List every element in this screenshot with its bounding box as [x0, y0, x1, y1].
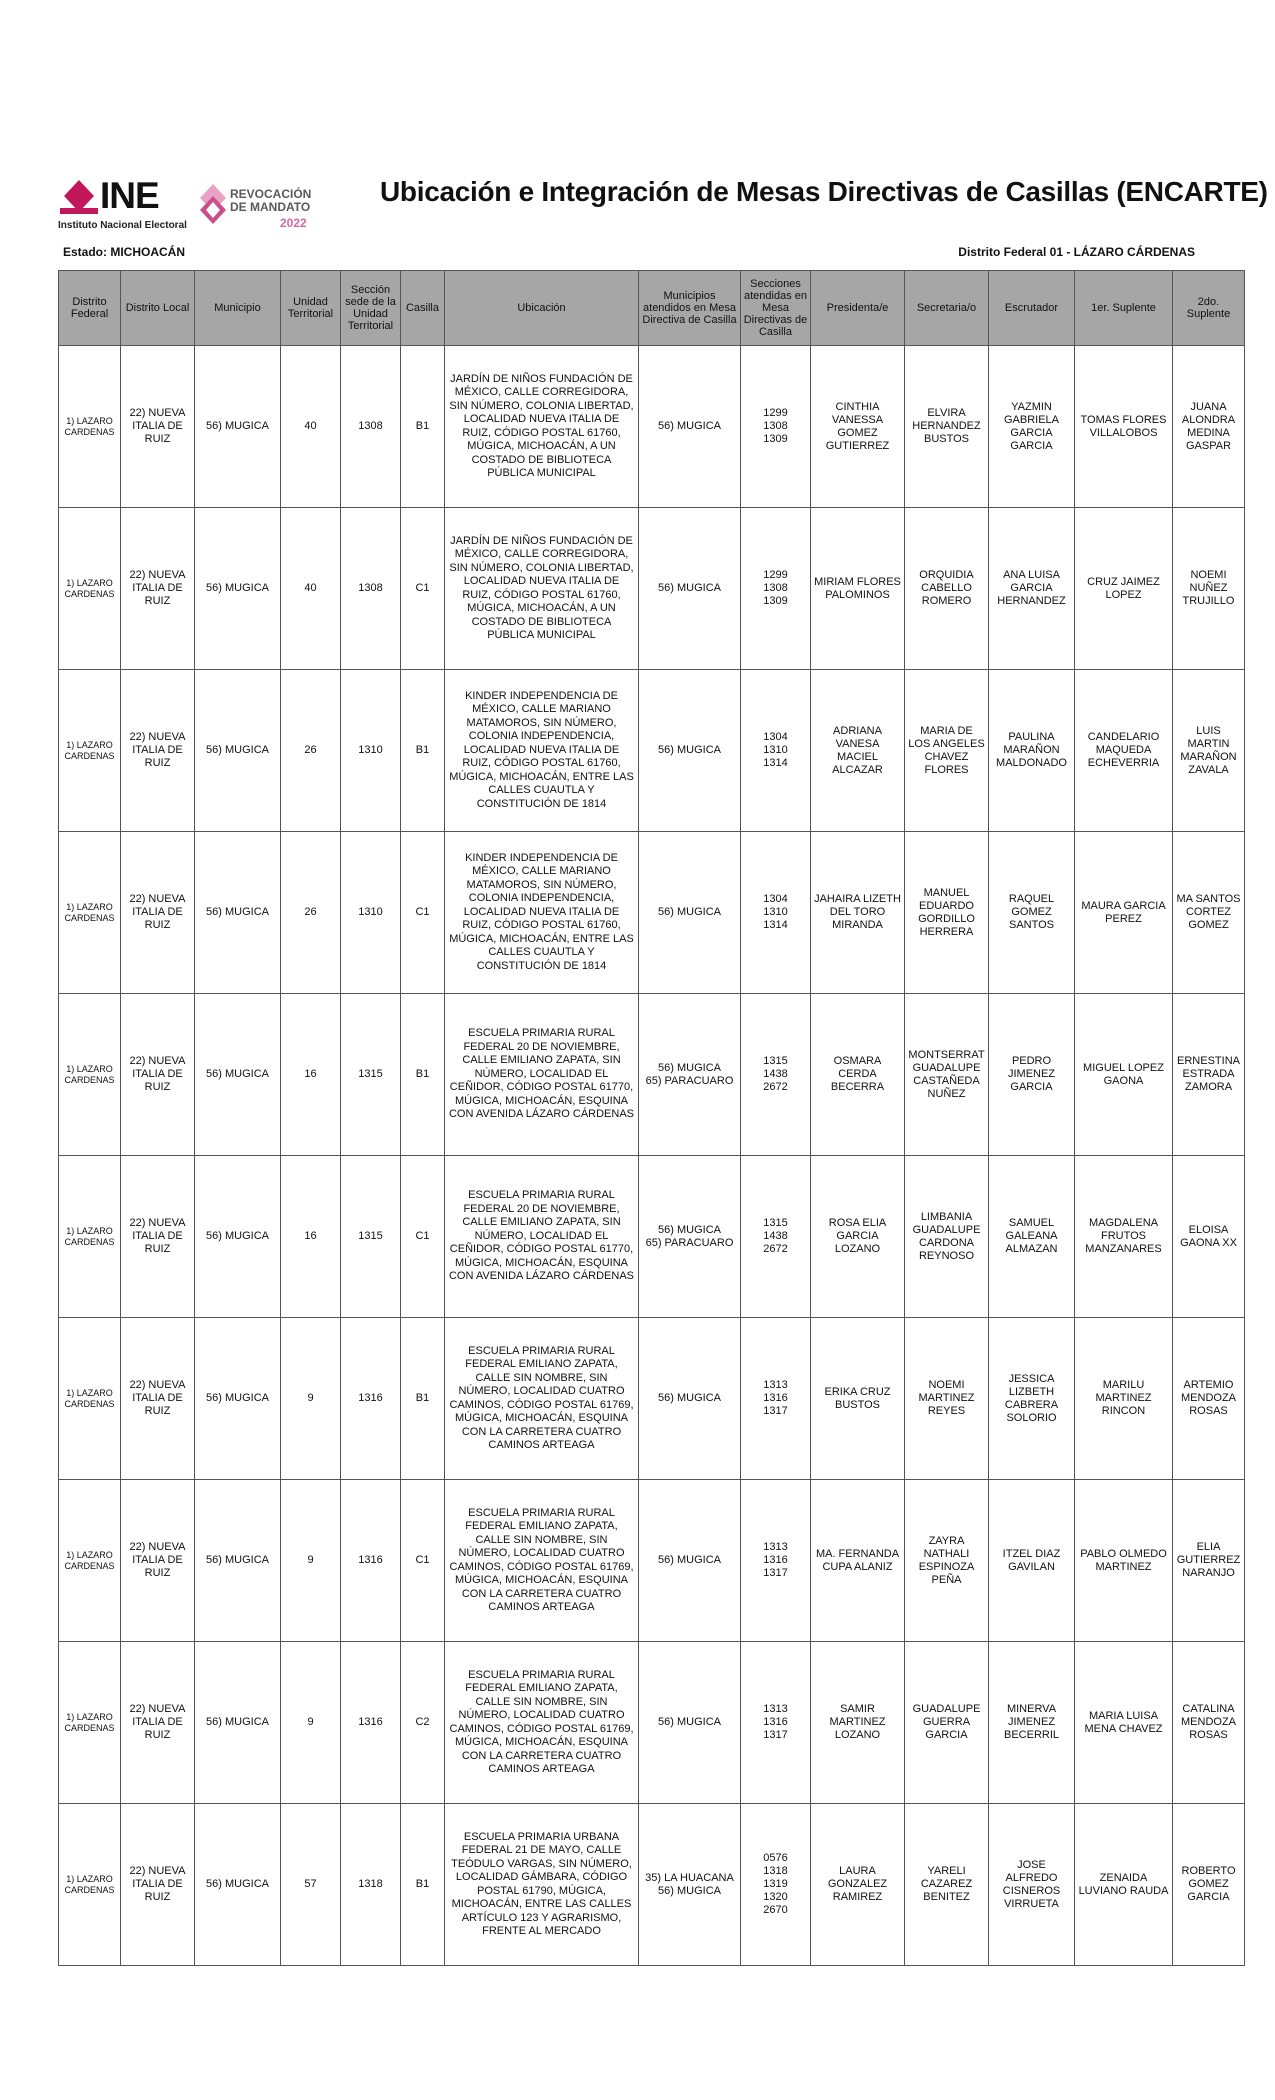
cell-sup1: MAURA GARCIA PEREZ: [1075, 832, 1173, 994]
revocacion-line1: REVOCACIÓN: [230, 187, 312, 201]
revocacion-year: 2022: [280, 216, 307, 230]
cell-cas: C1: [401, 1156, 445, 1318]
cell-sec: 1316: [341, 1642, 401, 1804]
cell-dl: 22) NUEVA ITALIA DE RUIZ: [121, 1480, 195, 1642]
ine-logo: [58, 176, 323, 232]
cell-escr: RAQUEL GOMEZ SANTOS: [989, 832, 1075, 994]
cell-df: 1) LAZARO CARDENAS: [59, 670, 121, 832]
cell-sup2: LUIS MARTIN MARAÑON ZAVALA: [1173, 670, 1245, 832]
table-row: [59, 508, 1245, 670]
table-row: [59, 1318, 1245, 1480]
cell-secr: ELVIRA HERNANDEZ BUSTOS: [905, 346, 989, 508]
column-header: 1er. Suplente: [1075, 271, 1173, 346]
cell-cas: B1: [401, 670, 445, 832]
cell-cas: C1: [401, 1480, 445, 1642]
cell-pres: LAURA GONZALEZ RAMIREZ: [811, 1804, 905, 1966]
ine-logo-icon: [58, 178, 100, 216]
column-header: Municipios atendidos en Mesa Directiva de Casilla: [639, 271, 741, 346]
table-row: [59, 1156, 1245, 1318]
cell-cas: B1: [401, 994, 445, 1156]
column-header: Escrutador: [989, 271, 1075, 346]
cell-ubic: ESCUELA PRIMARIA RURAL FEDERAL 20 DE NOVIEMBRE, CALLE EMILIANO ZAPATA, SIN NÚMERO, LOCALIDAD EL CEÑIDOR, CÓDIGO POSTAL 61770, MÚGICA, MICHOACÁN, ESQUINA CON AVENIDA LÁZARO CÁRDENAS: [445, 1156, 639, 1318]
cell-sup1: MAGDALENA FRUTOS MANZANARES: [1075, 1156, 1173, 1318]
cell-sup2: CATALINA MENDOZA ROSAS: [1173, 1642, 1245, 1804]
cell-pres: ADRIANA VANESA MACIEL ALCAZAR: [811, 670, 905, 832]
cell-dl: 22) NUEVA ITALIA DE RUIZ: [121, 346, 195, 508]
cell-dl: 22) NUEVA ITALIA DE RUIZ: [121, 508, 195, 670]
cell-sec: 1308: [341, 508, 401, 670]
cell-ubic: JARDÍN DE NIÑOS FUNDACIÓN DE MÉXICO, CALLE CORREGIDORA, SIN NÚMERO, COLONIA LIBERTAD, LOCALIDAD NUEVA ITALIA DE RUIZ, CÓDIGO POSTAL 61760, MÚGICA, MICHOACÁN, A UN COSTADO DE BIBLIOTECA PÚBLICA MUNICIPAL: [445, 508, 639, 670]
cell-mun: 56) MUGICA: [195, 1642, 281, 1804]
ine-logo-text: INE: [100, 175, 159, 216]
cell-sup2: ELIA GUTIERREZ NARANJO: [1173, 1480, 1245, 1642]
cell-cas: B1: [401, 346, 445, 508]
cell-sup1: TOMAS FLORES VILLALOBOS: [1075, 346, 1173, 508]
cell-secr: MARIA DE LOS ANGELES CHAVEZ FLORES: [905, 670, 989, 832]
cell-df: 1) LAZARO CARDENAS: [59, 1804, 121, 1966]
cell-df: 1) LAZARO CARDENAS: [59, 1642, 121, 1804]
table-body: [59, 346, 1245, 1966]
cell-muns: 56) MUGICA: [639, 670, 741, 832]
cell-df: 1) LAZARO CARDENAS: [59, 1480, 121, 1642]
cell-pres: SAMIR MARTINEZ LOZANO: [811, 1642, 905, 1804]
cell-sec: 1316: [341, 1480, 401, 1642]
revocacion-logo-text: [230, 188, 311, 214]
cell-ubic: JARDÍN DE NIÑOS FUNDACIÓN DE MÉXICO, CALLE CORREGIDORA, SIN NÚMERO, COLONIA LIBERTAD, LOCALIDAD NUEVA ITALIA DE RUIZ, CÓDIGO POSTAL 61760, MÚGICA, MICHOACÁN, A UN COSTADO DE BIBLIOTECA PÚBLICA MUNICIPAL: [445, 346, 639, 508]
cell-sec: 1315: [341, 1156, 401, 1318]
cell-mun: 56) MUGICA: [195, 1156, 281, 1318]
cell-ubic: ESCUELA PRIMARIA RURAL FEDERAL EMILIANO ZAPATA, CALLE SIN NOMBRE, SIN NÚMERO, LOCALIDAD CUATRO CAMINOS, CÓDIGO POSTAL 61769, MÚGICA, MICHOACÁN, ESQUINA CON LA CARRETERA CUATRO CAMINOS ARTEAGA: [445, 1642, 639, 1804]
cell-dl: 22) NUEVA ITALIA DE RUIZ: [121, 670, 195, 832]
cell-escr: MINERVA JIMENEZ BECERRIL: [989, 1642, 1075, 1804]
column-header: Secretaria/o: [905, 271, 989, 346]
cell-ut: 26: [281, 832, 341, 994]
column-header: Distrito Local: [121, 271, 195, 346]
cell-pres: ERIKA CRUZ BUSTOS: [811, 1318, 905, 1480]
cell-muns: 56) MUGICA: [639, 832, 741, 994]
cell-pres: OSMARA CERDA BECERRA: [811, 994, 905, 1156]
cell-ubic: ESCUELA PRIMARIA RURAL FEDERAL 20 DE NOVIEMBRE, CALLE EMILIANO ZAPATA, SIN NÚMERO, LOCALIDAD EL CEÑIDOR, CÓDIGO POSTAL 61770, MÚGICA, MICHOACÁN, ESQUINA CON AVENIDA LÁZARO CÁRDENAS: [445, 994, 639, 1156]
table-row: [59, 832, 1245, 994]
cell-sec: 1310: [341, 832, 401, 994]
cell-ubic: ESCUELA PRIMARIA RURAL FEDERAL EMILIANO ZAPATA, CALLE SIN NOMBRE, SIN NÚMERO, LOCALIDAD CUATRO CAMINOS, CÓDIGO POSTAL 61769, MÚGICA, MICHOACÁN, ESQUINA CON LA CARRETERA CUATRO CAMINOS ARTEAGA: [445, 1318, 639, 1480]
column-header: Unidad Territorial: [281, 271, 341, 346]
cell-secr: ZAYRA NATHALI ESPINOZA PEÑA: [905, 1480, 989, 1642]
cell-sec: 1316: [341, 1318, 401, 1480]
cell-ut: 16: [281, 994, 341, 1156]
cell-cas: C1: [401, 832, 445, 994]
cell-ut: 9: [281, 1642, 341, 1804]
cell-df: 1) LAZARO CARDENAS: [59, 1318, 121, 1480]
cell-df: 1) LAZARO CARDENAS: [59, 832, 121, 994]
cell-sup1: PABLO OLMEDO MARTINEZ: [1075, 1480, 1173, 1642]
cell-mun: 56) MUGICA: [195, 832, 281, 994]
cell-cas: B1: [401, 1318, 445, 1480]
cell-ubic: ESCUELA PRIMARIA URBANA FEDERAL 21 DE MAYO, CALLE TEÓDULO VARGAS, SIN NÚMERO, LOCALIDAD GÁMBARA, CÓDIGO POSTAL 61790, MÚGICA, MICHOACÁN, ENTRE LAS CALLES ARTÍCULO 123 Y AGRARISMO, FRENTE AL MERCADO: [445, 1804, 639, 1966]
cell-muns: 56) MUGICA: [639, 1480, 741, 1642]
cell-sup2: ARTEMIO MENDOZA ROSAS: [1173, 1318, 1245, 1480]
cell-sup2: NOEMI NUÑEZ TRUJILLO: [1173, 508, 1245, 670]
cell-sec: 1315: [341, 994, 401, 1156]
cell-secs: 1304 1310 1314: [741, 832, 811, 994]
cell-secs: 1313 1316 1317: [741, 1318, 811, 1480]
column-header: Presidenta/e: [811, 271, 905, 346]
cell-mun: 56) MUGICA: [195, 508, 281, 670]
revocacion-logo-icon: [198, 182, 228, 226]
cell-pres: JAHAIRA LIZETH DEL TORO MIRANDA: [811, 832, 905, 994]
distrito-label: Distrito Federal 01 - LÁZARO CÁRDENAS: [958, 245, 1195, 259]
cell-secs: 1299 1308 1309: [741, 346, 811, 508]
cell-ut: 26: [281, 670, 341, 832]
cell-df: 1) LAZARO CARDENAS: [59, 994, 121, 1156]
table-row: [59, 1480, 1245, 1642]
estado-label: Estado: MICHOACÁN: [63, 245, 185, 259]
cell-mun: 56) MUGICA: [195, 1804, 281, 1966]
cell-muns: 56) MUGICA 65) PARACUARO: [639, 994, 741, 1156]
cell-df: 1) LAZARO CARDENAS: [59, 508, 121, 670]
cell-ut: 57: [281, 1804, 341, 1966]
cell-ubic: KINDER INDEPENDENCIA DE MÉXICO, CALLE MARIANO MATAMOROS, SIN NÚMERO, COLONIA INDEPENDENCIA, LOCALIDAD NUEVA ITALIA DE RUIZ, CÓDIGO POSTAL 61760, MÚGICA, MICHOACÁN, ENTRE LAS CALLES CUAUTLA Y CONSTITUCIÓN DE 1814: [445, 832, 639, 994]
cell-dl: 22) NUEVA ITALIA DE RUIZ: [121, 1642, 195, 1804]
cell-ut: 9: [281, 1318, 341, 1480]
cell-dl: 22) NUEVA ITALIA DE RUIZ: [121, 832, 195, 994]
column-header: Secciones atendidas en Mesa Directivas de Casilla: [741, 271, 811, 346]
cell-df: 1) LAZARO CARDENAS: [59, 346, 121, 508]
cell-escr: ITZEL DIAZ GAVILAN: [989, 1480, 1075, 1642]
column-header: Municipio: [195, 271, 281, 346]
cell-sup1: MARIA LUISA MENA CHAVEZ: [1075, 1642, 1173, 1804]
cell-secs: 1313 1316 1317: [741, 1642, 811, 1804]
column-header: Casilla: [401, 271, 445, 346]
casillas-table: [58, 270, 1245, 1966]
cell-pres: MA. FERNANDA CUPA ALANIZ: [811, 1480, 905, 1642]
cell-muns: 35) LA HUACANA 56) MUGICA: [639, 1804, 741, 1966]
cell-cas: C1: [401, 508, 445, 670]
cell-escr: PEDRO JIMENEZ GARCIA: [989, 994, 1075, 1156]
cell-mun: 56) MUGICA: [195, 1480, 281, 1642]
cell-ut: 16: [281, 1156, 341, 1318]
cell-sec: 1308: [341, 346, 401, 508]
page-header: [58, 172, 1268, 252]
cell-muns: 56) MUGICA: [639, 508, 741, 670]
cell-secs: 0576 1318 1319 1320 2670: [741, 1804, 811, 1966]
cell-sup2: JUANA ALONDRA MEDINA GASPAR: [1173, 346, 1245, 508]
table-row: [59, 994, 1245, 1156]
cell-escr: SAMUEL GALEANA ALMAZAN: [989, 1156, 1075, 1318]
table-row: [59, 1642, 1245, 1804]
cell-dl: 22) NUEVA ITALIA DE RUIZ: [121, 1804, 195, 1966]
cell-sup1: CRUZ JAIMEZ LOPEZ: [1075, 508, 1173, 670]
cell-escr: YAZMIN GABRIELA GARCIA GARCIA: [989, 346, 1075, 508]
ine-logo-subtitle: Instituto Nacional Electoral: [58, 220, 187, 231]
cell-cas: C2: [401, 1642, 445, 1804]
cell-muns: 56) MUGICA: [639, 1318, 741, 1480]
cell-pres: CINTHIA VANESSA GOMEZ GUTIERREZ: [811, 346, 905, 508]
cell-sup1: ZENAIDA LUVIANO RAUDA: [1075, 1804, 1173, 1966]
cell-secr: ORQUIDIA CABELLO ROMERO: [905, 508, 989, 670]
revocacion-line2: DE MANDATO: [230, 200, 311, 214]
cell-ut: 40: [281, 346, 341, 508]
column-header: Sección sede de la Unidad Territorial: [341, 271, 401, 346]
cell-secr: MONTSERRAT GUADALUPE CASTAÑEDA NUÑEZ: [905, 994, 989, 1156]
cell-muns: 56) MUGICA 65) PARACUARO: [639, 1156, 741, 1318]
cell-mun: 56) MUGICA: [195, 1318, 281, 1480]
table-header-row: [59, 271, 1245, 346]
cell-secr: MANUEL EDUARDO GORDILLO HERRERA: [905, 832, 989, 994]
cell-muns: 56) MUGICA: [639, 1642, 741, 1804]
cell-df: 1) LAZARO CARDENAS: [59, 1156, 121, 1318]
cell-secr: NOEMI MARTINEZ REYES: [905, 1318, 989, 1480]
cell-sup2: ELOISA GAONA XX: [1173, 1156, 1245, 1318]
cell-mun: 56) MUGICA: [195, 346, 281, 508]
column-header: Distrito Federal: [59, 271, 121, 346]
cell-escr: JOSE ALFREDO CISNEROS VIRRUETA: [989, 1804, 1075, 1966]
cell-secs: 1299 1308 1309: [741, 508, 811, 670]
cell-secs: 1315 1438 2672: [741, 1156, 811, 1318]
table-row: [59, 346, 1245, 508]
cell-secs: 1313 1316 1317: [741, 1480, 811, 1642]
cell-pres: MIRIAM FLORES PALOMINOS: [811, 508, 905, 670]
table-row: [59, 1804, 1245, 1966]
cell-sup1: MARILU MARTINEZ RINCON: [1075, 1318, 1173, 1480]
cell-secr: LIMBANIA GUADALUPE CARDONA REYNOSO: [905, 1156, 989, 1318]
cell-sec: 1310: [341, 670, 401, 832]
cell-ubic: ESCUELA PRIMARIA RURAL FEDERAL EMILIANO ZAPATA, CALLE SIN NOMBRE, SIN NÚMERO, LOCALIDAD CUATRO CAMINOS, CÓDIGO POSTAL 61769, MÚGICA, MICHOACÁN, ESQUINA CON LA CARRETERA CUATRO CAMINOS ARTEAGA: [445, 1480, 639, 1642]
table-row: [59, 670, 1245, 832]
cell-escr: JESSICA LIZBETH CABRERA SOLORIO: [989, 1318, 1075, 1480]
page-title: Ubicación e Integración de Mesas Directivas de Casillas (ENCARTE): [380, 176, 1268, 207]
cell-sup2: ERNESTINA ESTRADA ZAMORA: [1173, 994, 1245, 1156]
cell-escr: ANA LUISA GARCIA HERNANDEZ: [989, 508, 1075, 670]
cell-sec: 1318: [341, 1804, 401, 1966]
cell-ut: 9: [281, 1480, 341, 1642]
cell-muns: 56) MUGICA: [639, 346, 741, 508]
cell-cas: B1: [401, 1804, 445, 1966]
cell-pres: ROSA ELIA GARCIA LOZANO: [811, 1156, 905, 1318]
cell-secr: GUADALUPE GUERRA GARCIA: [905, 1642, 989, 1804]
cell-dl: 22) NUEVA ITALIA DE RUIZ: [121, 1156, 195, 1318]
column-header: 2do. Suplente: [1173, 271, 1245, 346]
cell-sup2: ROBERTO GOMEZ GARCIA: [1173, 1804, 1245, 1966]
cell-sup1: CANDELARIO MAQUEDA ECHEVERRIA: [1075, 670, 1173, 832]
cell-escr: PAULINA MARAÑON MALDONADO: [989, 670, 1075, 832]
cell-mun: 56) MUGICA: [195, 994, 281, 1156]
cell-secs: 1315 1438 2672: [741, 994, 811, 1156]
column-header: Ubicación: [445, 271, 639, 346]
cell-mun: 56) MUGICA: [195, 670, 281, 832]
cell-sup2: MA SANTOS CORTEZ GOMEZ: [1173, 832, 1245, 994]
cell-sup1: MIGUEL LOPEZ GAONA: [1075, 994, 1173, 1156]
cell-dl: 22) NUEVA ITALIA DE RUIZ: [121, 994, 195, 1156]
cell-secr: YARELI CAZAREZ BENITEZ: [905, 1804, 989, 1966]
cell-secs: 1304 1310 1314: [741, 670, 811, 832]
cell-dl: 22) NUEVA ITALIA DE RUIZ: [121, 1318, 195, 1480]
cell-ut: 40: [281, 508, 341, 670]
cell-ubic: KINDER INDEPENDENCIA DE MÉXICO, CALLE MARIANO MATAMOROS, SIN NÚMERO, COLONIA INDEPENDENCIA, LOCALIDAD NUEVA ITALIA DE RUIZ, CÓDIGO POSTAL 61760, MÚGICA, MICHOACÁN, ENTRE LAS CALLES CUAUTLA Y CONSTITUCIÓN DE 1814: [445, 670, 639, 832]
